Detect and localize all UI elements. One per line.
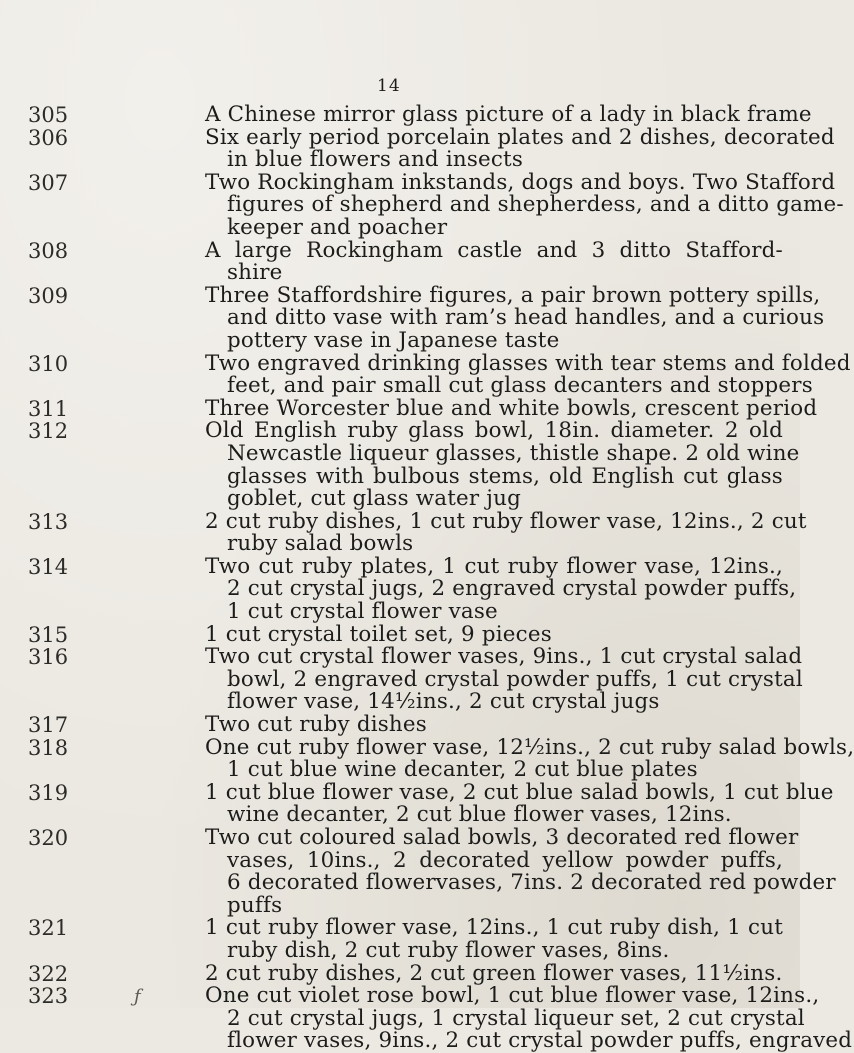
- description-line: Three Worcester blue and white bowls, crescent period: [205, 395, 818, 421]
- lot-entry: [0, 350, 851, 399]
- lot-description: [205, 779, 834, 828]
- description-line: Newcastle liqueur glasses, thistle shape. 2 old wine: [227, 440, 800, 466]
- lot-number: 310: [28, 351, 69, 376]
- description-line: Three Staffordshire figures, a pair brown pottery spills,: [205, 282, 821, 308]
- lot-description: [205, 282, 825, 353]
- description-line: pottery vase in Japanese taste: [227, 327, 560, 353]
- description-line: ruby salad bowls: [227, 531, 414, 557]
- lot-entry: [0, 102, 812, 127]
- lot-number: 307: [28, 170, 69, 195]
- lot-entry: [0, 553, 800, 625]
- lot-description: [205, 734, 854, 783]
- lot-entry: [0, 395, 818, 421]
- lot-number: 323: [28, 984, 69, 1009]
- lot-entry: [0, 960, 800, 986]
- lot-number: 321: [28, 916, 69, 941]
- lot-number: 308: [28, 238, 69, 263]
- lot-description: [205, 644, 803, 715]
- lot-entry: [0, 779, 834, 828]
- page-number: 14: [377, 76, 401, 96]
- lot-number: 305: [28, 103, 69, 127]
- lot-entry: [0, 420, 800, 510]
- lot-number: 311: [28, 396, 69, 421]
- lot-description: [205, 508, 807, 557]
- description-line: flower vase, 14½ins., 2 cut crystal jugs: [227, 689, 660, 715]
- description-line: puffs: [227, 892, 283, 918]
- lot-description: [205, 621, 783, 647]
- lot-description: [205, 169, 844, 240]
- description-line: flower vases, 9ins., 2 cut crystal powder puffs, engraved: [227, 1028, 853, 1053]
- description-line: 2 cut crystal jugs, 2 engraved crystal powder puffs,: [227, 576, 797, 602]
- lot-description: [205, 553, 797, 625]
- lot-number: 306: [28, 125, 69, 150]
- description-line: bowl, 2 engraved crystal powder puffs, 1 cut crystal: [227, 666, 803, 692]
- lot-description: [205, 983, 853, 1053]
- lot-entry: [0, 983, 853, 1053]
- lot-entry: [0, 644, 803, 715]
- description-line: 1 cut crystal flower vase: [227, 599, 498, 625]
- description-line: Two cut ruby dishes: [205, 712, 427, 738]
- description-line: 1 cut blue flower vase, 2 cut blue salad bowls, 1 cut blue: [205, 779, 834, 805]
- lot-number: 322: [28, 961, 69, 986]
- lot-description: [205, 350, 851, 399]
- description-line: 1 cut ruby flower vase, 12ins., 1 cut ruby dish, 1 cut: [205, 915, 783, 941]
- description-line: Two engraved drinking glasses with tear stems and folded: [205, 350, 851, 376]
- lot-number: 316: [28, 645, 69, 670]
- description-line: Two cut ruby plates, 1 cut ruby flower vase, 12ins.,: [205, 553, 783, 579]
- description-line: Two Rockingham inkstands, dogs and boys. Two Stafford: [205, 169, 836, 195]
- description-line: goblet, cut glass water jug: [227, 486, 521, 512]
- margin-mark: ƒ: [134, 986, 141, 1007]
- description-line: A Chinese mirror glass picture of a lady in black frame: [205, 102, 812, 127]
- description-line: 1 cut blue wine decanter, 2 cut blue plates: [227, 757, 698, 783]
- description-line: in blue flowers and insects: [227, 147, 524, 173]
- lot-number: 317: [28, 713, 69, 738]
- lot-description: [205, 714, 783, 737]
- lot-entry: [0, 282, 825, 353]
- lot-description: [205, 102, 812, 127]
- lot-entry: [0, 917, 800, 962]
- lot-entry: [0, 169, 844, 240]
- lot-entry: [0, 714, 800, 737]
- description-line: and ditto vase with ram’s head handles, and a curious: [227, 305, 825, 331]
- lot-description: [205, 917, 783, 962]
- lot-description: [205, 825, 836, 918]
- description-line: Old English ruby glass bowl, 18in. diameter. 2 old: [205, 418, 783, 444]
- lot-description: [205, 395, 818, 421]
- description-line: ruby dish, 2 cut ruby flower vases, 8ins.: [227, 937, 670, 963]
- description-line: wine decanter, 2 cut blue flower vases, 12ins.: [227, 802, 732, 828]
- description-line: 1 cut crystal toilet set, 9 pieces: [205, 621, 552, 647]
- lot-description: [205, 960, 783, 986]
- lot-entry: [0, 237, 800, 286]
- description-line: One cut violet rose bowl, 1 cut blue flower vase, 12ins.,: [205, 983, 820, 1009]
- description-line: 6 decorated flowervases, 7ins. 2 decorated red powder: [227, 870, 836, 896]
- lot-entry: [0, 508, 807, 557]
- lot-number: 313: [28, 509, 69, 534]
- description-line: One cut ruby flower vase, 12½ins., 2 cut ruby salad bowls,: [205, 734, 854, 760]
- lot-number: 320: [28, 826, 69, 850]
- lot-description: [205, 237, 783, 286]
- description-line: 2 cut crystal jugs, 1 crystal liqueur set, 2 cut crystal: [227, 1005, 805, 1031]
- description-line: Six early period porcelain plates and 2 dishes, decorated: [205, 124, 835, 150]
- description-line: figures of shepherd and shepherdess, and a ditto game-: [227, 192, 844, 218]
- description-line: Two cut coloured salad bowls, 3 decorated red flower: [205, 825, 799, 850]
- lot-list: [0, 102, 854, 1053]
- lot-number: 318: [28, 735, 69, 760]
- description-line: A large Rockingham castle and 3 ditto Stafford-: [205, 237, 783, 263]
- lot-entry: [0, 734, 854, 783]
- lot-number: 314: [28, 554, 69, 579]
- description-line: 2 cut ruby dishes, 1 cut ruby flower vase, 12ins., 2 cut: [205, 508, 807, 534]
- description-line: Two cut crystal flower vases, 9ins., 1 cut crystal salad: [205, 644, 803, 670]
- description-line: glasses with bulbous stems, old English cut glass: [227, 463, 783, 489]
- lot-number: 319: [28, 780, 69, 805]
- description-line: shire: [227, 260, 283, 286]
- description-line: 2 cut ruby dishes, 2 cut green flower vases, 11½ins.: [205, 960, 783, 986]
- description-line: keeper and poacher: [227, 214, 448, 240]
- lot-entry: [0, 124, 835, 173]
- description-line: vases, 10ins., 2 decorated yellow powder puffs,: [227, 847, 783, 873]
- lot-number: 312: [28, 419, 69, 444]
- lot-description: [205, 124, 835, 173]
- description-line: feet, and pair small cut glass decanters and stoppers: [227, 373, 813, 399]
- lot-number: 309: [28, 283, 69, 308]
- lot-entry: [0, 825, 836, 918]
- lot-description: [205, 418, 800, 512]
- lot-entry: [0, 621, 800, 647]
- lot-number: 315: [28, 622, 69, 647]
